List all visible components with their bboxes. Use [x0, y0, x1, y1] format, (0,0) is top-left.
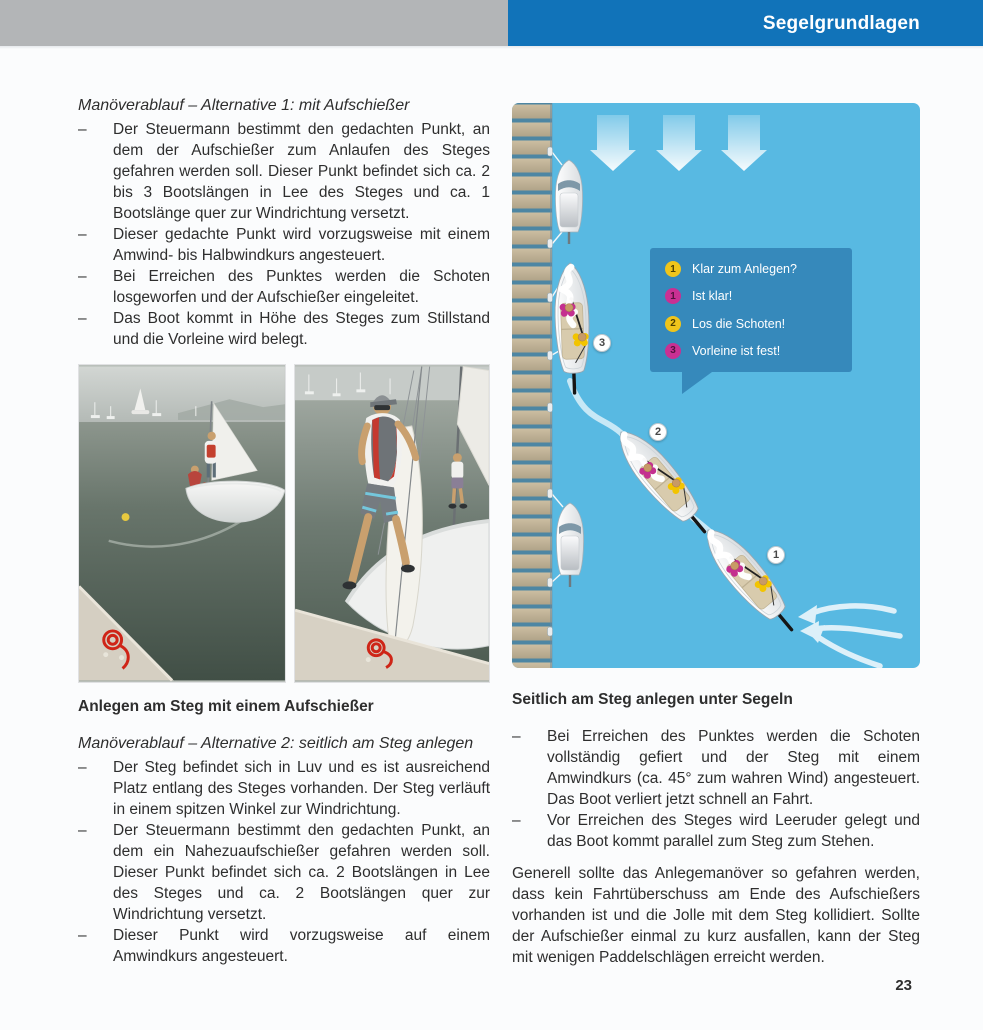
bullet-list-2: [78, 757, 490, 967]
photo-boat-approaching: [78, 364, 286, 683]
manoeuvre-heading-1: Manöverablauf – Alternative 1: mit Aufschießer: [78, 97, 410, 114]
list-item: [78, 925, 490, 967]
diagram-canvas: [512, 103, 920, 668]
bullet-text: Bei Erreichen des Punktes werden die Schoten losgeworfen und der Aufschießer eingeleitet.: [113, 268, 490, 306]
jetty: [512, 103, 553, 668]
legend-text: Ist klar!: [692, 289, 733, 304]
legend-text: Klar zum Anlegen?: [692, 262, 797, 276]
photo-row: [78, 364, 490, 683]
bullet-text: Bei Erreichen des Punktes werden die Schoten vollständig gefiert und der Steg mit einem Amwindkurs (ca. 45° zum wahren Wind) angesteuert. Das Boot verliert jetzt schnell an Fahrt.: [547, 727, 920, 808]
list-item: [78, 266, 490, 308]
bullet-dash: –: [78, 226, 87, 243]
legend-badge-magenta: 1: [665, 288, 681, 304]
bullet-dash: –: [78, 821, 87, 839]
legend-text: Los die Schoten!: [692, 316, 786, 331]
bullet-dash: –: [512, 811, 521, 829]
header-blue-block: [508, 0, 983, 46]
list-item: [78, 224, 490, 266]
bullet-text: Vor Erreichen des Steges wird Leeruder gelegt und das Boot kommt parallel zum Steg zum Stehen.: [547, 811, 920, 850]
bullet-text: Dieser gedachte Punkt wird vorzugsweise mit einem Amwind- bis Halbwindkurs angesteuert.: [113, 226, 490, 264]
photo-stepping-ashore: [294, 364, 490, 683]
bullet-text: Das Boot kommt in Höhe des Steges zum Stillstand und die Vorleine wird belegt.: [113, 310, 490, 348]
moored-motorboat-upper: [555, 160, 582, 244]
bullet-list-1: [78, 119, 490, 350]
legend-badge-yellow: 1: [665, 261, 681, 277]
legend-text: Vorleine ist fest!: [692, 343, 781, 358]
rope-shackle: [366, 657, 371, 662]
bullet-text: Der Steuermann bestimmt den gedachten Punkt, an dem ein Nahezuaufschießer gefahren werden soll. Dieser Punkt befindet sich ca. 2 Bootslängen in Lee des Steges und ca. 2 Bootslängen quer zur Windrichtung versetzt.: [113, 821, 490, 923]
closing-paragraph: Generell sollte das Anlegemanöver so gefahren werden, dass kein Fahrtüberschuss am Ende des Aufschießers vorhanden ist und die Jolle mit dem Steg kollidiert. Sollte der Aufschießer einmal zu kurz ausfallen, kann der Steg mit wenigen Paddelschlägen erreicht werden.: [512, 864, 920, 966]
bullet-dash: –: [78, 121, 87, 138]
header-gray-block: [0, 0, 508, 46]
bullet-list-3: [512, 726, 920, 852]
list-item: [512, 810, 920, 852]
page-title: Segelgrundlagen: [762, 12, 920, 34]
bullet-text: Der Steuermann bestimmt den gedachten Punkt, an dem der Aufschießer zum Anlaufen des Steges gefahren werden soll. Dieser Punkt befindet sich ca. 2 bis 3 Bootslängen in Lee des Steges und ca. 1 Bootslänge quer zur Windrichtung versetzt.: [113, 121, 490, 222]
docking-diagram: [512, 103, 920, 668]
bullet-dash: –: [78, 758, 87, 776]
speech-bubble-tail: [682, 372, 712, 394]
diagram-caption: Seitlich am Steg anlegen unter Segeln: [512, 691, 793, 708]
bullet-dash: –: [78, 926, 87, 944]
legend-badge-magenta: 3: [665, 343, 681, 359]
header-bar: [0, 0, 983, 46]
bullet-text: Der Steg befindet sich in Luv und es ist ausreichend Platz entlang des Steges vorhanden. Der Steg verläuft in einem spitzen Winkel zur Windrichtung.: [113, 758, 490, 818]
manoeuvre-heading-2: Manöverablauf – Alternative 2: seitlich am Steg anlegen: [78, 734, 474, 752]
legend-badge-yellow: 2: [665, 316, 681, 332]
bullet-dash: –: [78, 268, 87, 285]
wind-arrow-icons: [590, 115, 767, 171]
list-item: [512, 726, 920, 810]
list-item: [78, 119, 490, 224]
legend-row: [665, 288, 837, 304]
speech-bubble: [650, 248, 852, 372]
rope-shackle: [103, 652, 108, 657]
position-badge-3: 3: [593, 334, 611, 352]
position-badge-2: 2: [649, 423, 667, 441]
list-item: [78, 757, 490, 820]
photo-caption: Anlegen am Steg mit einem Aufschießer: [78, 698, 374, 715]
list-item: [78, 820, 490, 925]
header-divider: [0, 46, 983, 49]
legend-row: [665, 343, 837, 359]
list-item: [78, 308, 490, 350]
bullet-dash: –: [512, 727, 521, 745]
page-number: 23: [895, 977, 912, 994]
moored-motorboat-lower: [556, 503, 583, 587]
yellow-buoy: [122, 513, 130, 521]
rope-shackle: [119, 655, 124, 660]
legend-row: [665, 316, 837, 332]
right-column: [512, 103, 920, 983]
position-badge-1: 1: [767, 546, 785, 564]
left-column: [78, 95, 490, 967]
bullet-dash: –: [78, 310, 87, 327]
legend-row: [665, 261, 837, 277]
bullet-text: Dieser Punkt wird vorzugsweise auf einem Amwindkurs angesteuert.: [113, 926, 490, 965]
